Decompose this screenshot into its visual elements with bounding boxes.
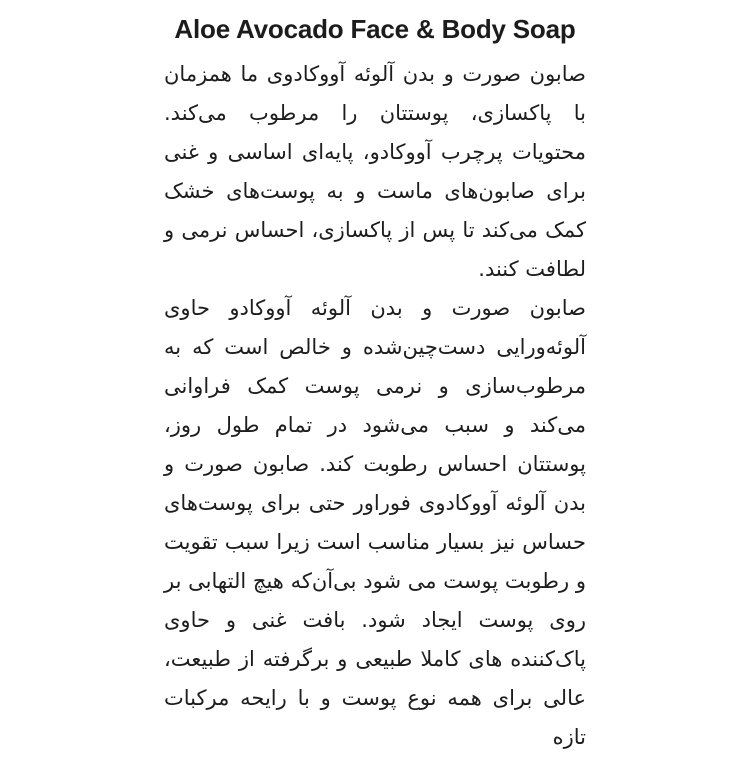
description-paragraph-1: صابون صورت و بدن آلوئه آووکادوی ما همزمان با پاکسازی، پوستتان را مرطوب می‌کند. محتویات پرچرب آووکادو، پایه‌ای اساسی و غنی برای صابون‌های ماست و به پوست‌های خشک کمک می‌کند تا پس از پاکسازی، احساس نرمی و لطافت کنند. (164, 62, 586, 281)
description-paragraph-2: صابون صورت و بدن آلوئه آووکادو حاوی آلوئه‌ورایی دست‌چین‌شده و خالص است که به مرطوب‌سازی و نرمی پوست کمک فراوانی می‌کند و سبب می‌شود در تمام طول روز، پوستتان احساس رطوبت کند. صابون صورت و بدن آلوئه آووکادوی فوراور حتی برای پوست‌های حساس نیز بسیار مناسب است زیرا سبب تقویت و رطوبت پوست می شود بی‌آن‌که هیچ التهابی بر روی پوست ایجاد شود. بافت غنی و حاوی پاک‌کننده های کاملا طبیعی و برگرفته از طبیعت، عالی برای همه نوع پوست و با رایحه مرکبات تازه (164, 296, 586, 749)
page-title: Aloe Avocado Face & Body Soap (174, 14, 576, 44)
description-body (164, 55, 586, 757)
